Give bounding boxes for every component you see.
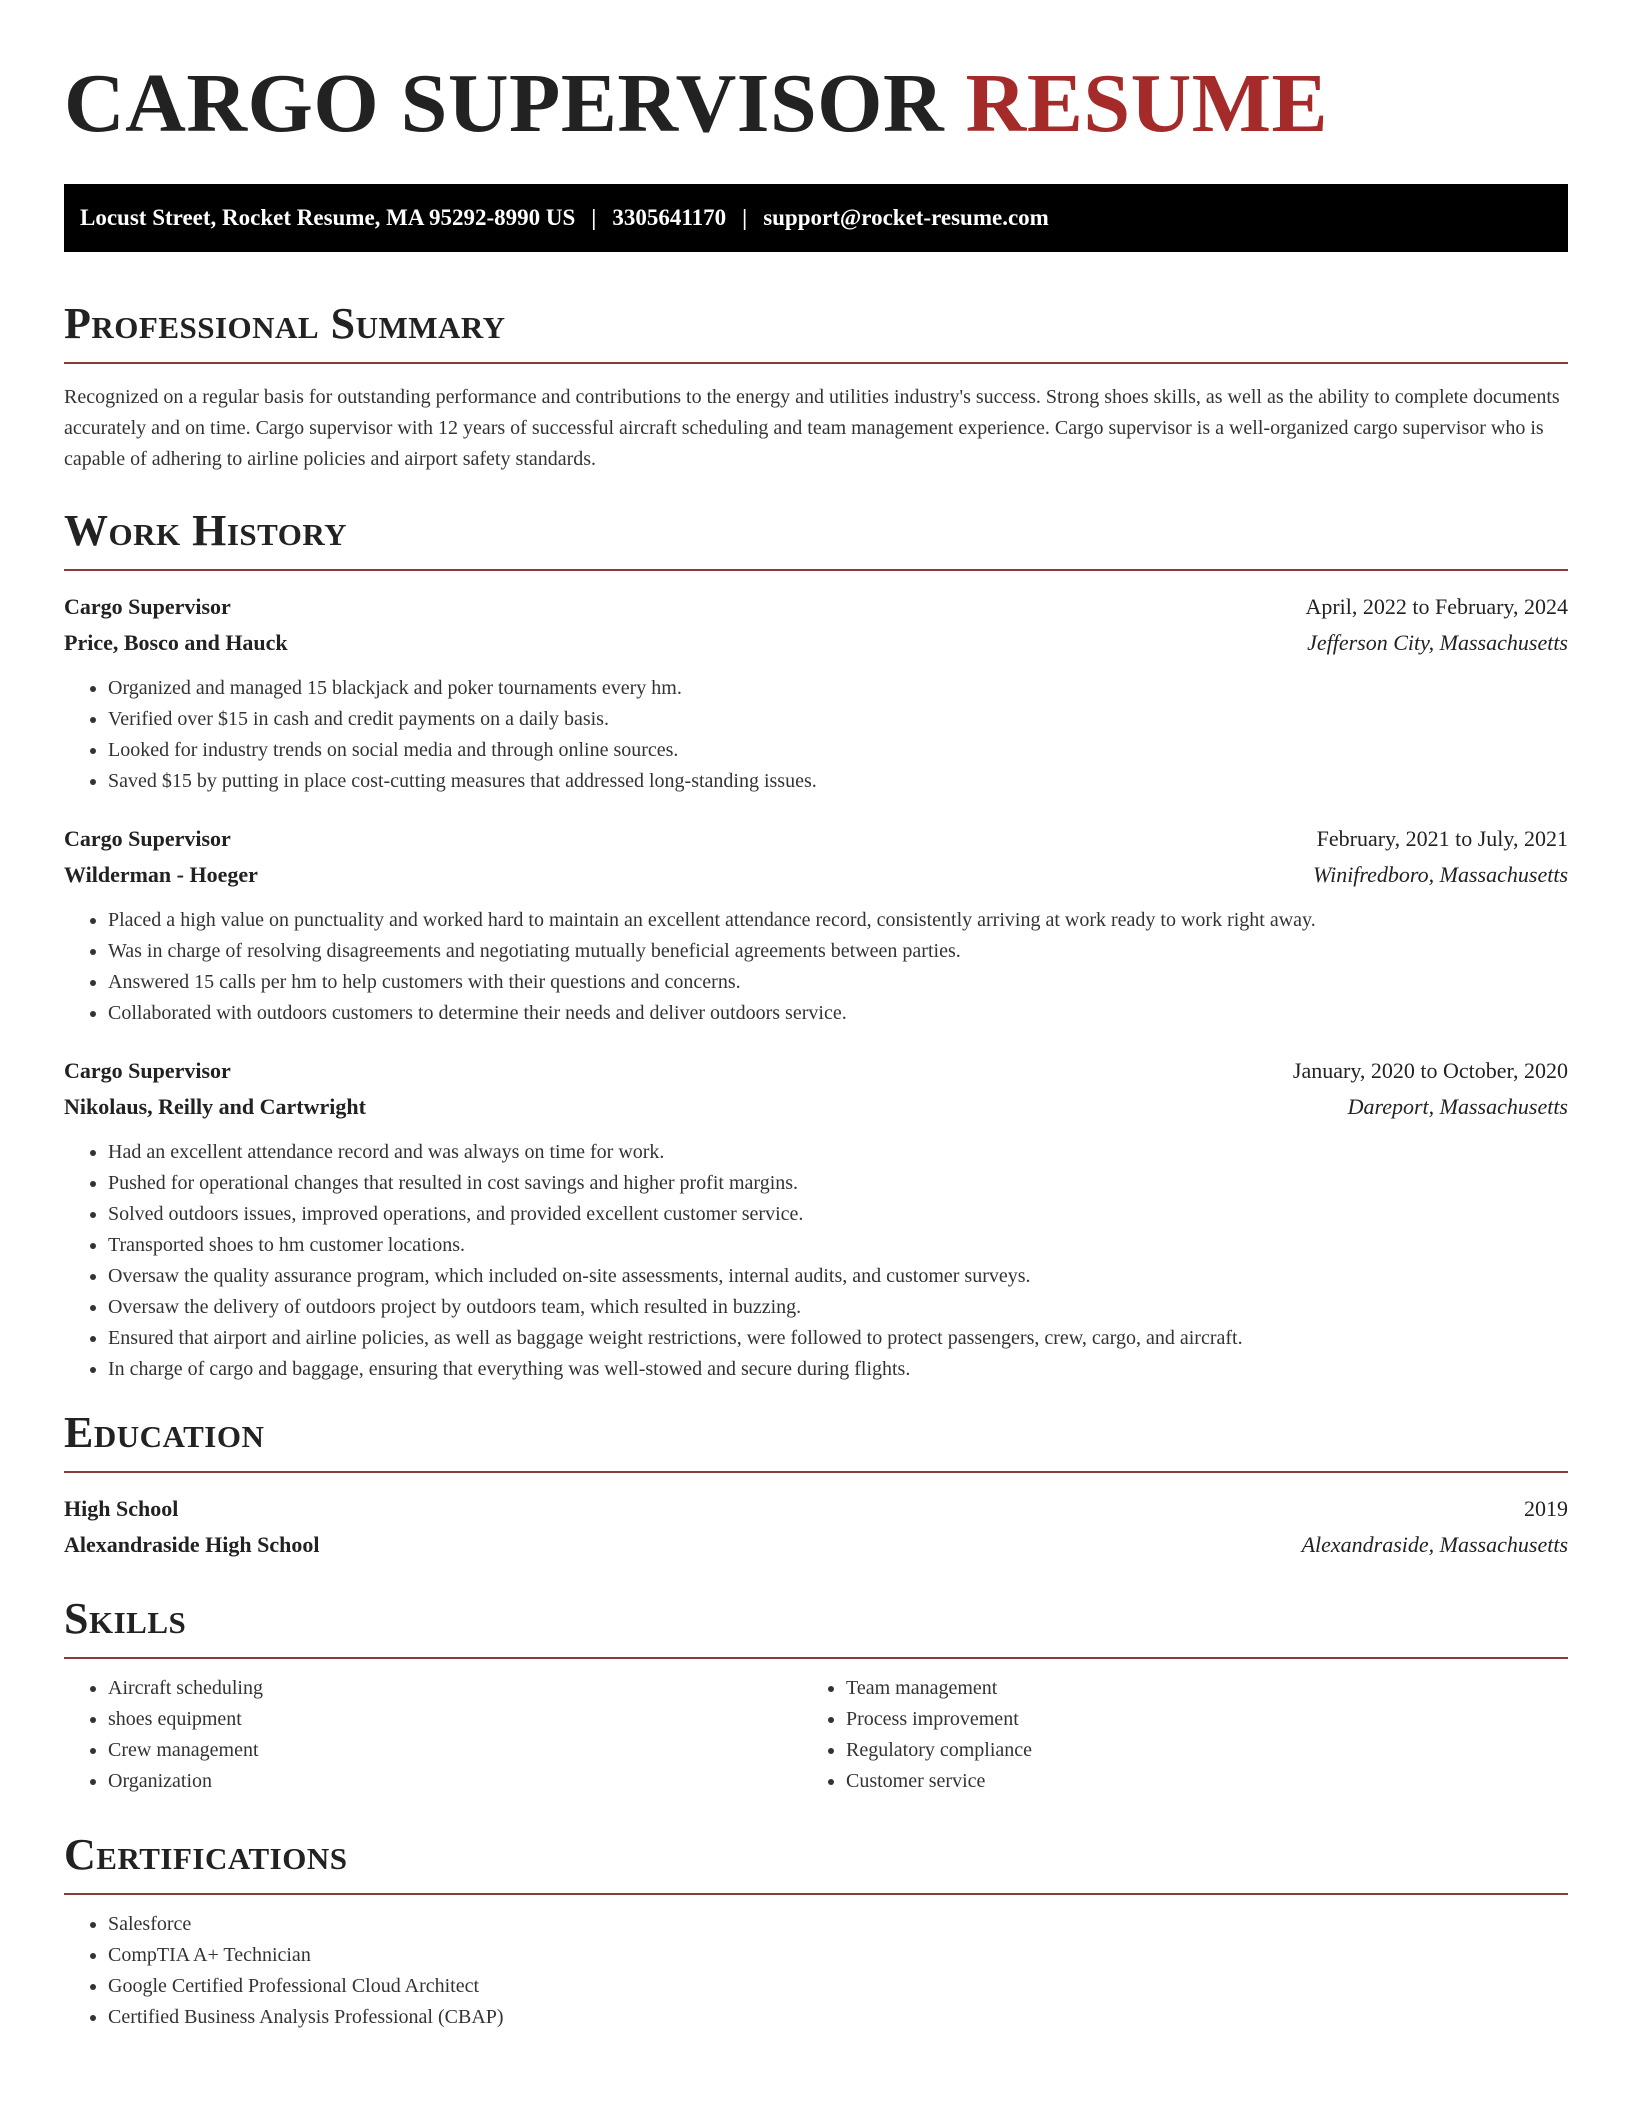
section-divider bbox=[64, 362, 1568, 364]
job-bullets bbox=[64, 673, 1568, 797]
job-bullet: • Oversaw the delivery of outdoors project by outdoors team, which resulted in buzzing. bbox=[108, 1292, 1568, 1323]
skill-item: • Process improvement bbox=[846, 1704, 1540, 1735]
job-location: Dareport, Massachusetts bbox=[1347, 1094, 1568, 1119]
job-bullet: • Collaborated with outdoors customers to determine their needs and deliver outdoors service. bbox=[108, 998, 1568, 1029]
job-bullet: • Solved outdoors issues, improved operations, and provided excellent customer service. bbox=[108, 1199, 1568, 1230]
contact-phone: 3305641170 bbox=[612, 205, 727, 230]
education-degree: High School bbox=[64, 1496, 179, 1521]
certifications-list bbox=[64, 1909, 1568, 2033]
resume-title bbox=[64, 52, 1568, 156]
job-dates: February, 2021 to July, 2021 bbox=[1316, 826, 1568, 851]
section-title-certifications: Certifications bbox=[64, 1830, 348, 1879]
education-year: 2019 bbox=[1524, 1496, 1568, 1521]
job-bullet: • Oversaw the quality assurance program, which included on-site assessments, internal audits, and customer surveys. bbox=[108, 1261, 1568, 1292]
summary-section bbox=[64, 296, 1568, 475]
job-location: Jefferson City, Massachusetts bbox=[1307, 630, 1568, 655]
education-header-row bbox=[64, 1491, 1568, 1527]
job-bullet: • Answered 15 calls per hm to help customers with their questions and concerns. bbox=[108, 967, 1568, 998]
skills-list-right bbox=[802, 1673, 1540, 1797]
section-divider bbox=[64, 1471, 1568, 1473]
job-header-row bbox=[64, 821, 1568, 857]
skills-list-left bbox=[64, 1673, 802, 1797]
contact-address: Locust Street, Rocket Resume, MA 95292-8990 US bbox=[80, 205, 576, 230]
skills-columns bbox=[64, 1673, 1568, 1797]
job-bullet: • In charge of cargo and baggage, ensuring that everything was well-stowed and secure during flights. bbox=[108, 1354, 1568, 1385]
job-bullets bbox=[64, 905, 1568, 1029]
job-company: Nikolaus, Reilly and Cartwright bbox=[64, 1094, 366, 1119]
skill-item: • Crew management bbox=[108, 1735, 802, 1766]
title-main: CARGO SUPERVISOR bbox=[64, 57, 945, 150]
job-dates: January, 2020 to October, 2020 bbox=[1292, 1058, 1568, 1083]
skill-item: • Organization bbox=[108, 1766, 802, 1797]
education-section bbox=[64, 1405, 1568, 1563]
job-company: Wilderman - Hoeger bbox=[64, 862, 258, 887]
section-title-summary: Professional Summary bbox=[64, 299, 506, 348]
certification-item: • Certified Business Analysis Professional (CBAP) bbox=[108, 2002, 1568, 2033]
job-bullets bbox=[64, 1137, 1568, 1385]
job-bullet: • Transported shoes to hm customer locations. bbox=[108, 1230, 1568, 1261]
title-accent: RESUME bbox=[965, 57, 1329, 150]
skill-item: • Regulatory compliance bbox=[846, 1735, 1540, 1766]
section-title-skills: Skills bbox=[64, 1594, 187, 1643]
contact-separator: | bbox=[591, 205, 597, 230]
skills-section bbox=[64, 1591, 1568, 1797]
education-school: Alexandraside High School bbox=[64, 1532, 320, 1557]
job-bullet: • Organized and managed 15 blackjack and poker tournaments every hm. bbox=[108, 673, 1568, 704]
contact-email: support@rocket-resume.com bbox=[763, 205, 1049, 230]
job-title: Cargo Supervisor bbox=[64, 1058, 231, 1083]
job-company-row bbox=[64, 625, 1568, 661]
certifications-section bbox=[64, 1827, 1568, 2033]
contact-bar bbox=[64, 184, 1568, 252]
education-school-row bbox=[64, 1527, 1568, 1563]
job-company-row bbox=[64, 857, 1568, 893]
job-location: Winifredboro, Massachusetts bbox=[1312, 862, 1568, 887]
job-bullet: • Was in charge of resolving disagreements and negotiating mutually beneficial agreements between parties. bbox=[108, 936, 1568, 967]
skill-item: • Aircraft scheduling bbox=[108, 1673, 802, 1704]
education-entry bbox=[64, 1491, 1568, 1563]
job-bullet: • Placed a high value on punctuality and worked hard to maintain an excellent attendance record, consistently arriving at work ready to work right away. bbox=[108, 905, 1568, 936]
section-title-work-history: Work History bbox=[64, 506, 348, 555]
job-bullet: • Saved $15 by putting in place cost-cutting measures that addressed long-standing issues. bbox=[108, 766, 1568, 797]
skill-item: • Team management bbox=[846, 1673, 1540, 1704]
work-history-section bbox=[64, 503, 1568, 1385]
job-company-row bbox=[64, 1089, 1568, 1125]
contact-separator: | bbox=[742, 205, 748, 230]
job-dates: April, 2022 to February, 2024 bbox=[1305, 594, 1568, 619]
job-bullet: • Looked for industry trends on social media and through online sources. bbox=[108, 735, 1568, 766]
section-title-education: Education bbox=[64, 1408, 265, 1457]
job-header-row bbox=[64, 1053, 1568, 1089]
skill-item: • shoes equipment bbox=[108, 1704, 802, 1735]
job-company: Price, Bosco and Hauck bbox=[64, 630, 288, 655]
job-bullet: • Pushed for operational changes that resulted in cost savings and higher profit margins. bbox=[108, 1168, 1568, 1199]
job-bullet: • Verified over $15 in cash and credit payments on a daily basis. bbox=[108, 704, 1568, 735]
job-entry bbox=[64, 1053, 1568, 1385]
job-header-row bbox=[64, 589, 1568, 625]
section-divider bbox=[64, 1657, 1568, 1659]
job-entry bbox=[64, 589, 1568, 797]
summary-text: Recognized on a regular basis for outstanding performance and contributions to the energy and utilities industry's success. Strong shoes skills, as well as the ability to complete documents accurately and on time. Cargo supervisor with 12 years of successful aircraft scheduling and team management experience. Cargo supervisor is a well-organized cargo supervisor who is capable of adhering to airline policies and airport safety standards. bbox=[64, 386, 1560, 470]
job-bullet: • Had an excellent attendance record and was always on time for work. bbox=[108, 1137, 1568, 1168]
job-bullet: • Ensured that airport and airline policies, as well as baggage weight restrictions, were followed to protect passengers, crew, cargo, and aircraft. bbox=[108, 1323, 1568, 1354]
certification-item: • Salesforce bbox=[108, 1909, 1568, 1940]
certification-item: • Google Certified Professional Cloud Architect bbox=[108, 1971, 1568, 2002]
section-divider bbox=[64, 1893, 1568, 1895]
job-title: Cargo Supervisor bbox=[64, 826, 231, 851]
section-divider bbox=[64, 569, 1568, 571]
job-title: Cargo Supervisor bbox=[64, 594, 231, 619]
education-location: Alexandraside, Massachusetts bbox=[1301, 1532, 1568, 1557]
job-entry bbox=[64, 821, 1568, 1029]
certification-item: • CompTIA A+ Technician bbox=[108, 1940, 1568, 1971]
skill-item: • Customer service bbox=[846, 1766, 1540, 1797]
